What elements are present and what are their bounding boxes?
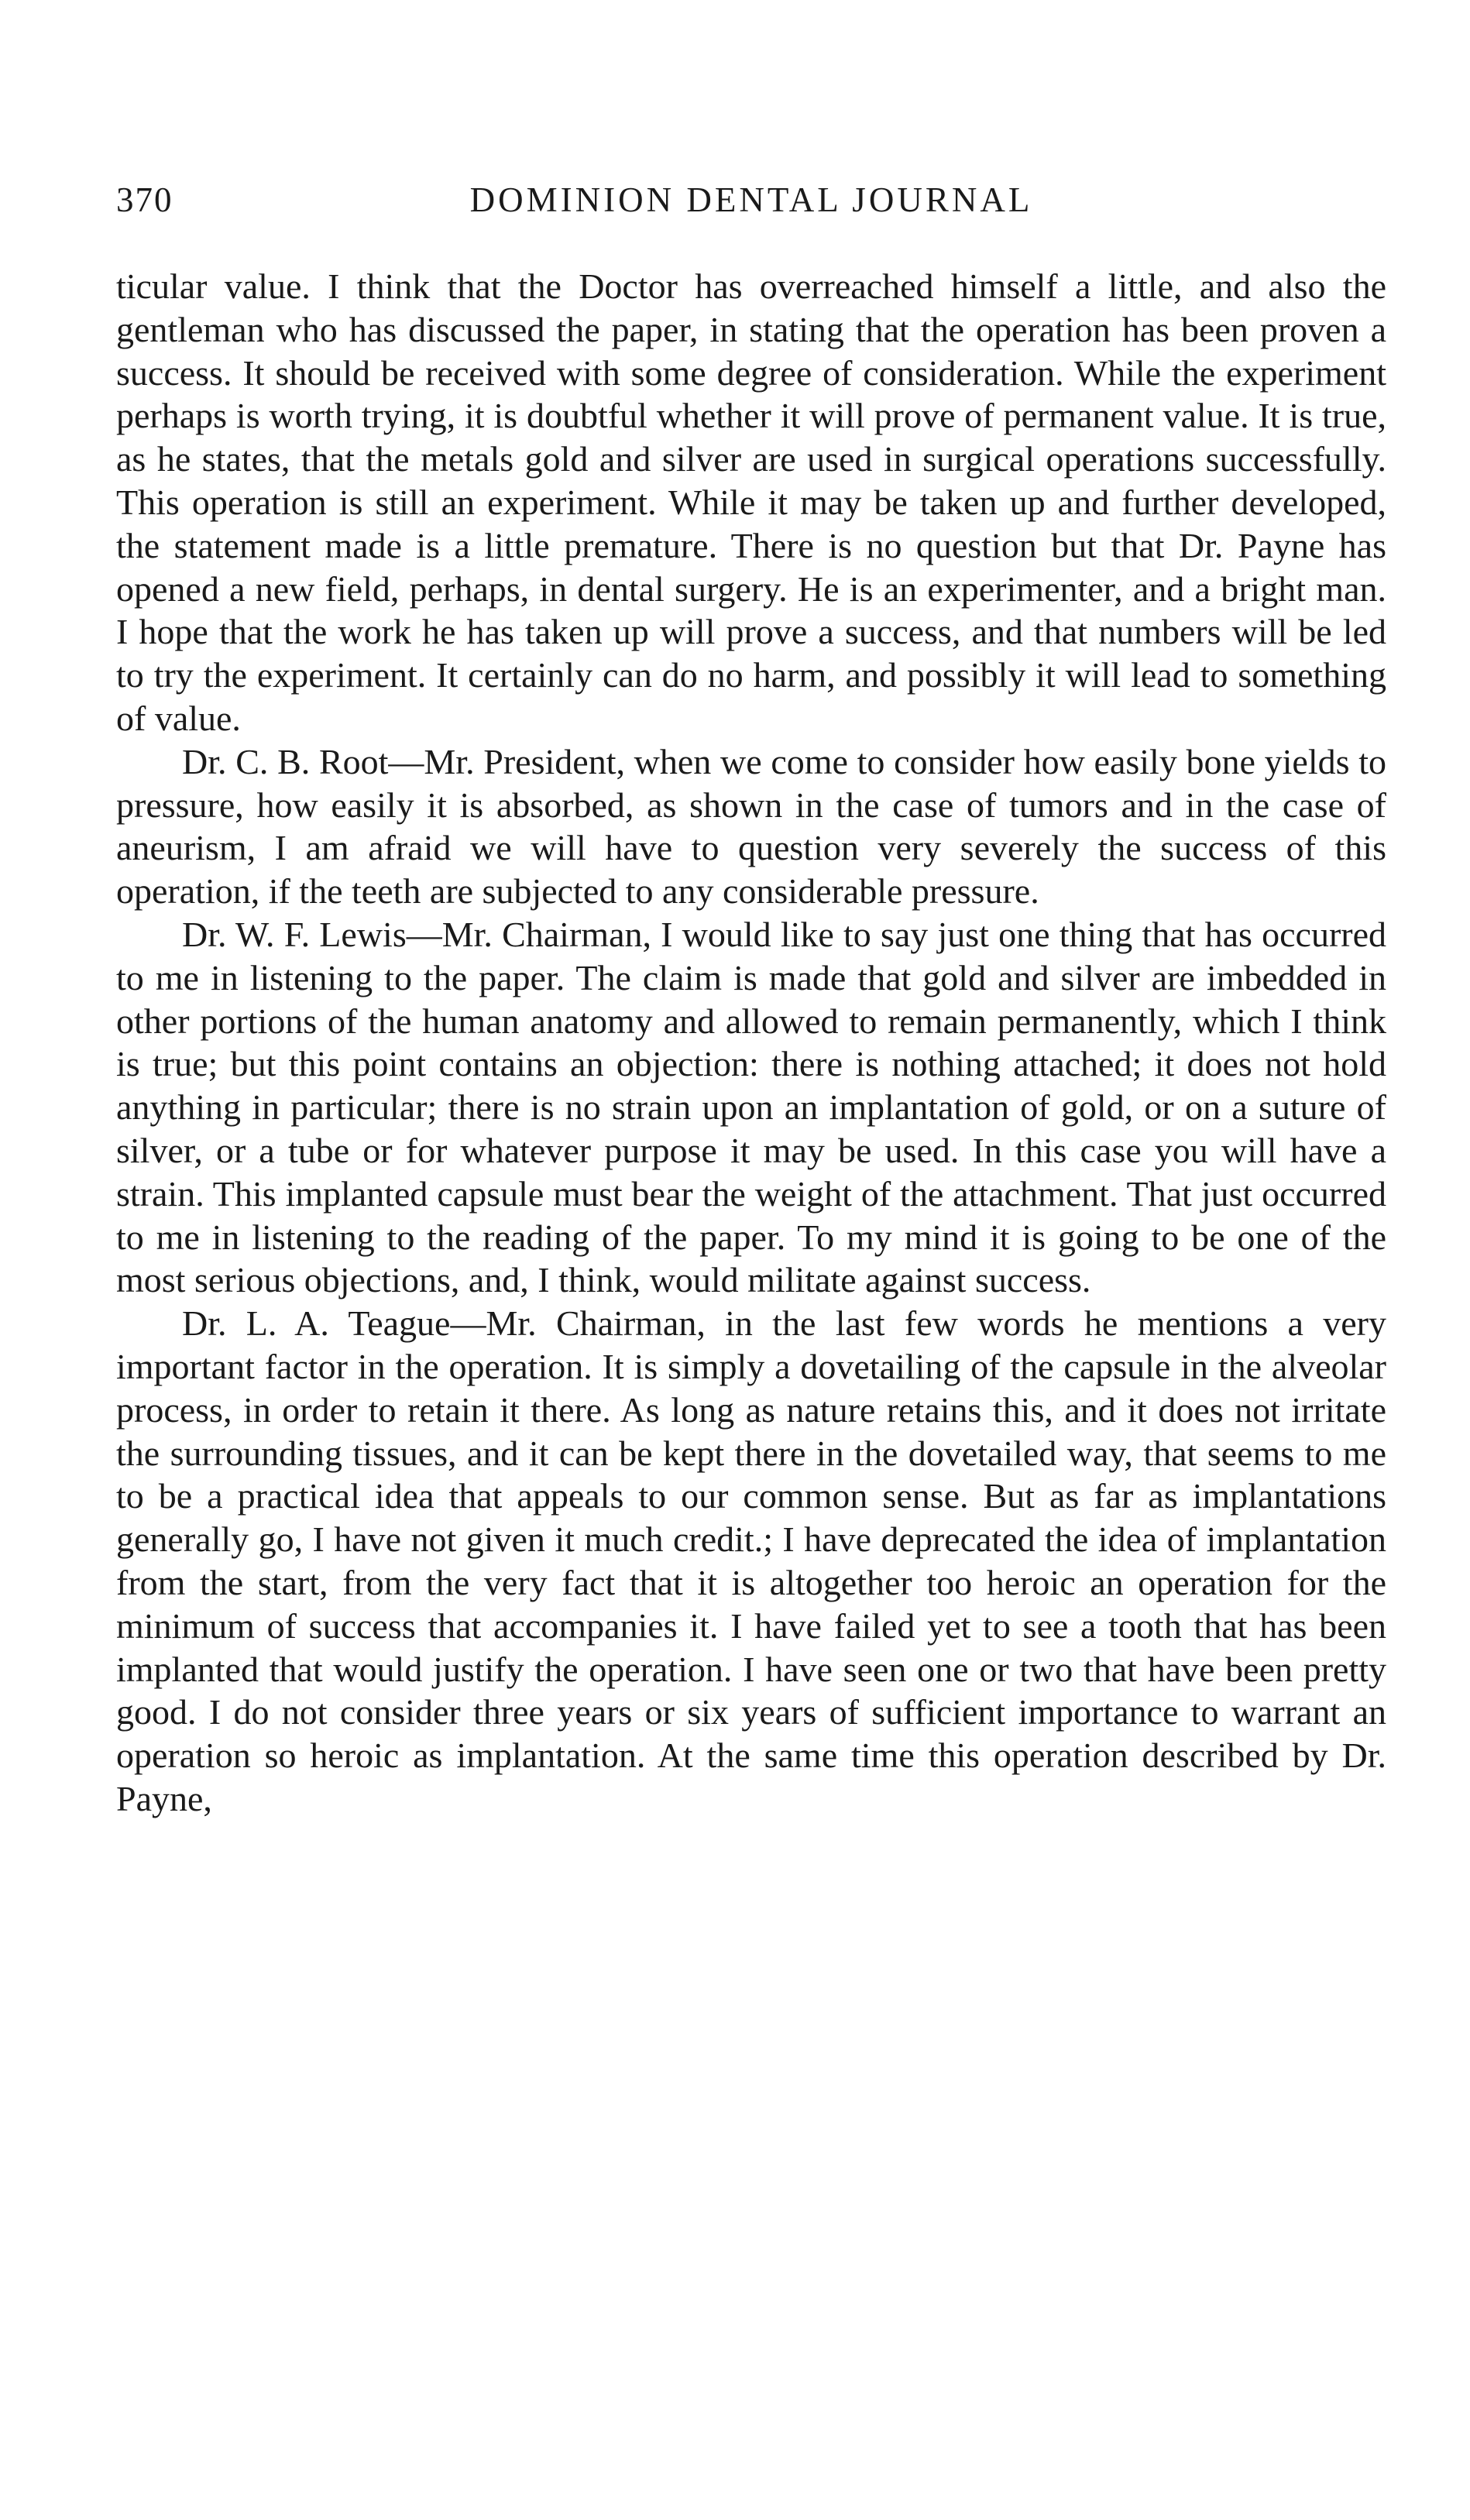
paragraph-root-remarks: Dr. C. B. Root—Mr. President, when we come to consider how easily bone yields to pressure, how easily it is absorbed, as shown in the case of tumors and in the case of aneurism, I am afraid we will have to question very severely the success of this operation, if the teeth are subjected to any considerable pressure. bbox=[116, 741, 1386, 912]
journal-page bbox=[116, 0, 1386, 2520]
running-title: DOMINION DENTAL JOURNAL bbox=[469, 180, 1033, 219]
paragraph-teague-remarks: Dr. L. A. Teague—Mr. Chairman, in the last few words he mentions a very important factor in the operation. It is simply a dovetailing of the capsule in the alveolar process, in order to retain it there. As long as nature retains this, and it does not irritate the surrounding tissues, and it can be kept there in the dovetailed way, that seems to me to be a practical idea that appeals to our common sense. But as far as implantations generally go, I have not given it much credit.; I have deprecated the idea of implantation from the start, from the very fact that it is altogether too heroic an operation for the minimum of success that accompanies it. I have failed yet to see a tooth that has been implanted that would justify the operation. I have seen one or two that have been pretty good. I do not consider three years or six years of sufficient importance to warrant an operation so heroic as implantation. At the same time this operation described by Dr. Payne, bbox=[116, 1303, 1386, 1818]
paragraph-lewis-remarks: Dr. W. F. Lewis—Mr. Chairman, I would like to say just one thing that has occurred to me in listening to the paper. The claim is made that gold and silver are imbedded in other portions of the human anatomy and allowed to remain permanently, which I think is true; but this point contains an objection: there is nothing attached; it does not hold anything in particular; there is no strain upon an implantation of gold, or on a suture of silver, or a tube or for whatever purpose it may be used. In this case you will have a strain. This implanted capsule must bear the weight of the attachment. That just occurred to me in listening to the reading of the paper. To my mind it is going to be one of the most serious objections, and, I think, would militate against success. bbox=[116, 914, 1386, 1300]
body-text bbox=[116, 265, 1386, 1821]
page-number: 370 bbox=[116, 180, 173, 219]
paragraph-continued: ticular value. I think that the Doctor has overreached himself a little, and also the gentleman who has discussed the paper, in stating that the operation has been proven a success. It should be received with some degree of consideration. While the experiment perhaps is worth trying, it is doubtful whether it will prove of permanent value. It is true, as he states, that the metals gold and silver are used in surgical operations successfully. This operation is still an experiment. While it may be taken up and further developed, the statement made is a little premature. There is no question but that Dr. Payne has opened a new field, perhaps, in dental surgery. He is an experimenter, and a bright man. I hope that the work he has taken up will prove a success, and that numbers will be led to try the experiment. It certainly can do no harm, and possibly it will lead to something of value. bbox=[116, 266, 1386, 738]
page-header bbox=[116, 180, 1386, 226]
